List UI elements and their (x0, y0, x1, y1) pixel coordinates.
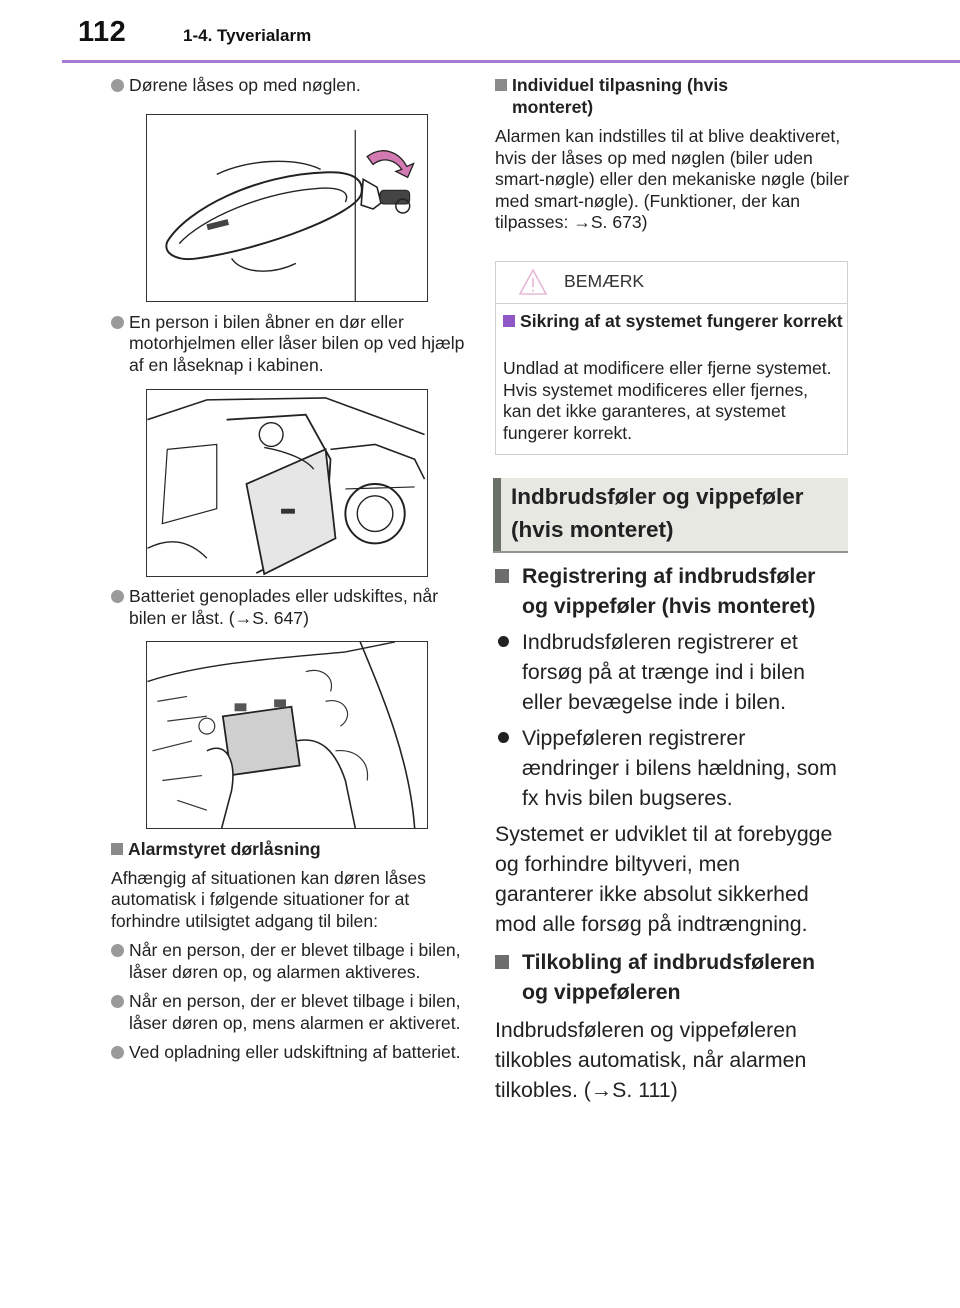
bullet-text: Når en person, der er blevet tilbage i bilen, låser døren op, mens alarmen er aktiveret. (129, 991, 461, 1033)
list-item (111, 1042, 466, 1064)
paragraph: Alarmen kan indstilles til at blive deaktiveret, hvis der låses op med nøglen (biler uden smart-nøgle) eller den mekaniske nøgle (biler med smart-nøgle). (Funktioner, der kan tilpasses: →S. 673) (495, 126, 849, 232)
figure-battery (146, 641, 428, 829)
notice-body: Undlad at modificere eller fjerne systemet. Hvis systemet modificeres eller fjernes, kan det ikke garanteres, at systemet fungerer korrekt. (503, 358, 832, 443)
list-item: Indbrudsføleren registrerer et forsøg på at trænge ind i bilen eller bevægelse inde i bilen. (495, 627, 840, 717)
square-bullet-icon (111, 843, 123, 855)
figure-door-handle-key (146, 114, 428, 302)
engine-battery-illustration (147, 642, 427, 828)
list-item (111, 940, 466, 983)
section-header (493, 478, 848, 553)
square-bullet-icon (495, 569, 509, 583)
page-number: 112 (78, 16, 127, 48)
bullet-text: En person i bilen åbner en dør eller motorhjelmen eller låser bilen op ved hjælp af en låseknap i kabinen. (129, 311, 465, 375)
bullet-dot-icon (498, 636, 509, 647)
subheading: Alarmstyret dørlåsning (111, 839, 466, 861)
notice-header (496, 262, 847, 304)
bullet-dot-icon (111, 590, 124, 603)
left-column (111, 74, 466, 1064)
list-item: Vippeføleren registrerer ændringer i bilens hældning, som fx hvis bilen bugseres. (495, 723, 840, 813)
bullet-dot-icon (498, 732, 509, 743)
section-title: Indbrudsføler og vippeføler (hvis monteret) (511, 484, 804, 542)
paragraph: Afhængig af situationen kan døren låses automatisk i følgende situationer for at forhindre utilsigtet adgang til bilen: (111, 867, 426, 931)
page-header (0, 0, 960, 60)
bullet-dot-icon (111, 79, 124, 92)
bullet-text: Dørene låses op med nøglen. (129, 75, 361, 95)
figure-person-opening-door (146, 389, 428, 577)
subheading: Registrering af indbrudsføler og vippeføler (hvis monteret) (495, 561, 840, 621)
bullet-dot-icon (111, 316, 124, 329)
list-item (111, 586, 466, 629)
subheading: Individuel tilpasning (hvis monteret) (495, 75, 742, 118)
notice-box (495, 261, 848, 455)
bullet-dot-icon (111, 995, 124, 1008)
warning-triangle-icon (518, 268, 548, 296)
notice-heading: Sikring af at systemet fungerer korrekt (503, 311, 855, 333)
chapter-title: 1-4. Tyverialarm (183, 26, 312, 45)
bullet-dot-icon (111, 1046, 124, 1059)
car-door-illustration (147, 390, 427, 576)
door-handle-illustration (147, 115, 427, 301)
curved-arrow-icon (367, 150, 414, 177)
bullet-text: Når en person, der er blevet tilbage i bilen, låser døren op, og alarmen aktiveres. (129, 940, 461, 982)
paragraph: Indbrudsføleren og vippeføleren tilkobles automatisk, når alarmen tilkobles. (→S. 111) (495, 1018, 807, 1102)
list-item (111, 312, 466, 377)
list-item (111, 75, 466, 97)
section-bar (493, 478, 501, 551)
header-rule (62, 60, 960, 63)
paragraph: Systemet er udviklet til at forebygge og forhindre biltyveri, men garanterer ikke absolut sikkerhed mod alle forsøg på indtrængning. (495, 822, 833, 936)
bullet-text: Ved opladning eller udskiftning af batteriet. (129, 1042, 461, 1062)
subheading: Tilkobling af indbrudsføleren og vippeføleren (495, 947, 840, 1007)
square-bullet-icon (495, 955, 509, 969)
list-item (111, 991, 466, 1034)
notice-title: BEMÆRK (564, 271, 645, 291)
square-bullet-icon (503, 315, 515, 327)
bullet-text: Batteriet genoplades eller udskiftes, når bilen er låst. (→S. 647) (129, 586, 439, 628)
right-column-top (495, 74, 850, 234)
right-column-bottom (495, 561, 840, 1105)
bullet-dot-icon (111, 944, 124, 957)
square-bullet-icon (495, 79, 507, 91)
